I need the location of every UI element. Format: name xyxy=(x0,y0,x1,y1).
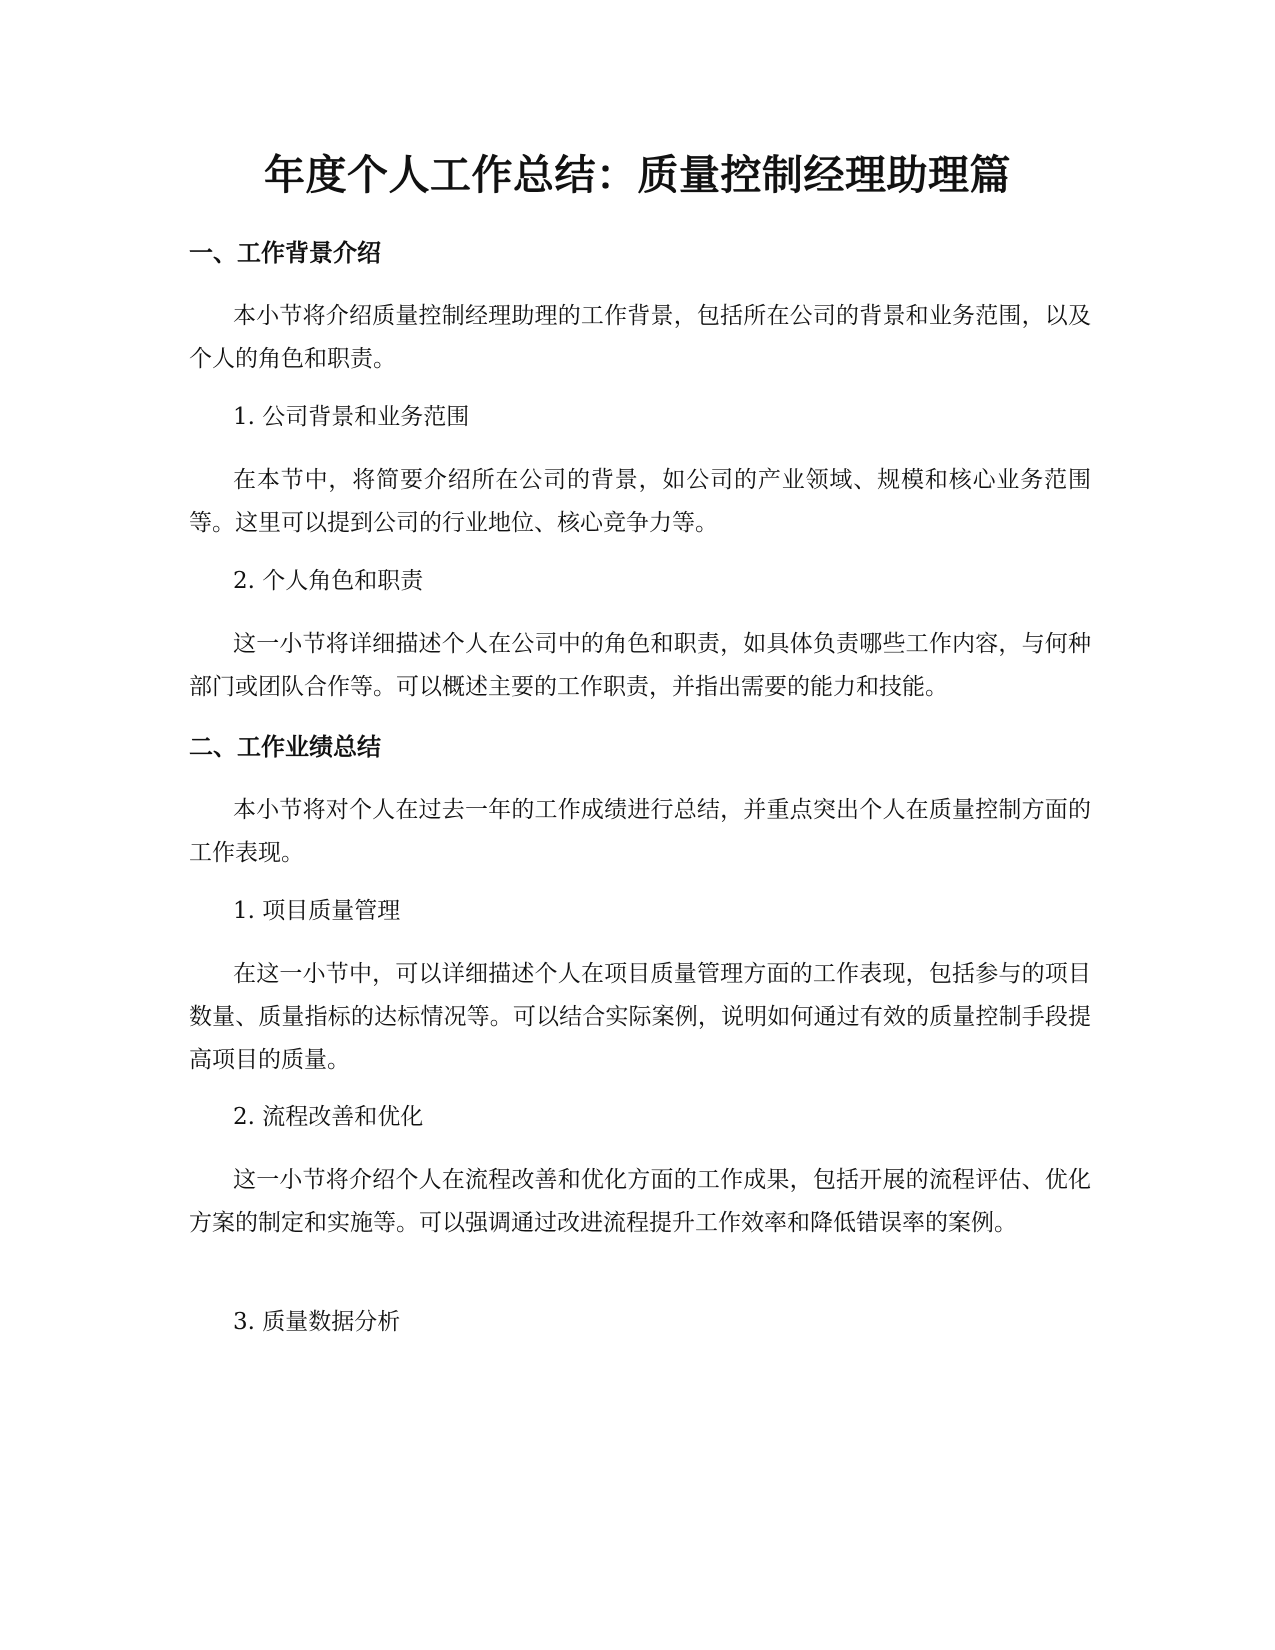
section-heading-background: 一、工作背景介绍 xyxy=(189,239,381,267)
subsection-title-data-analysis: 3. 质量数据分析 xyxy=(233,1309,401,1335)
section-heading-performance: 二、工作业绩总结 xyxy=(189,733,381,761)
process-improvement-paragraph: 这一小节将介绍个人在流程改善和优化方面的工作成果，包括开展的流程评估、优化方案的制定和实施等。可以强调通过改进流程提升工作效率和降低错误率的案例。 xyxy=(189,1167,1091,1236)
subsection-title-company: 1. 公司背景和业务范围 xyxy=(233,404,470,430)
subsection-title-role: 2. 个人角色和职责 xyxy=(233,568,424,594)
subsection-title-process-improvement: 2. 流程改善和优化 xyxy=(233,1104,424,1130)
section1-intro-paragraph: 本小节将介绍质量控制经理助理的工作背景，包括所在公司的背景和业务范围，以及个人的角色和职责。 xyxy=(189,303,1091,372)
role-duties-paragraph: 这一小节将详细描述个人在公司中的角色和职责，如具体负责哪些工作内容，与何种部门或团队合作等。可以概述主要的工作职责，并指出需要的能力和技能。 xyxy=(189,631,1091,700)
project-quality-paragraph: 在这一小节中，可以详细描述个人在项目质量管理方面的工作表现，包括参与的项目数量、质量指标的达标情况等。可以结合实际案例，说明如何通过有效的质量控制手段提高项目的质量。 xyxy=(189,961,1091,1073)
document-title: 年度个人工作总结：质量控制经理助理篇 xyxy=(264,151,1011,199)
section2-intro-paragraph: 本小节将对个人在过去一年的工作成绩进行总结，并重点突出个人在质量控制方面的工作表现。 xyxy=(189,797,1091,866)
company-background-paragraph: 在本节中，将简要介绍所在公司的背景，如公司的产业领域、规模和核心业务范围等。这里可以提到公司的行业地位、核心竞争力等。 xyxy=(189,467,1091,536)
subsection-title-project-quality: 1. 项目质量管理 xyxy=(233,898,401,924)
